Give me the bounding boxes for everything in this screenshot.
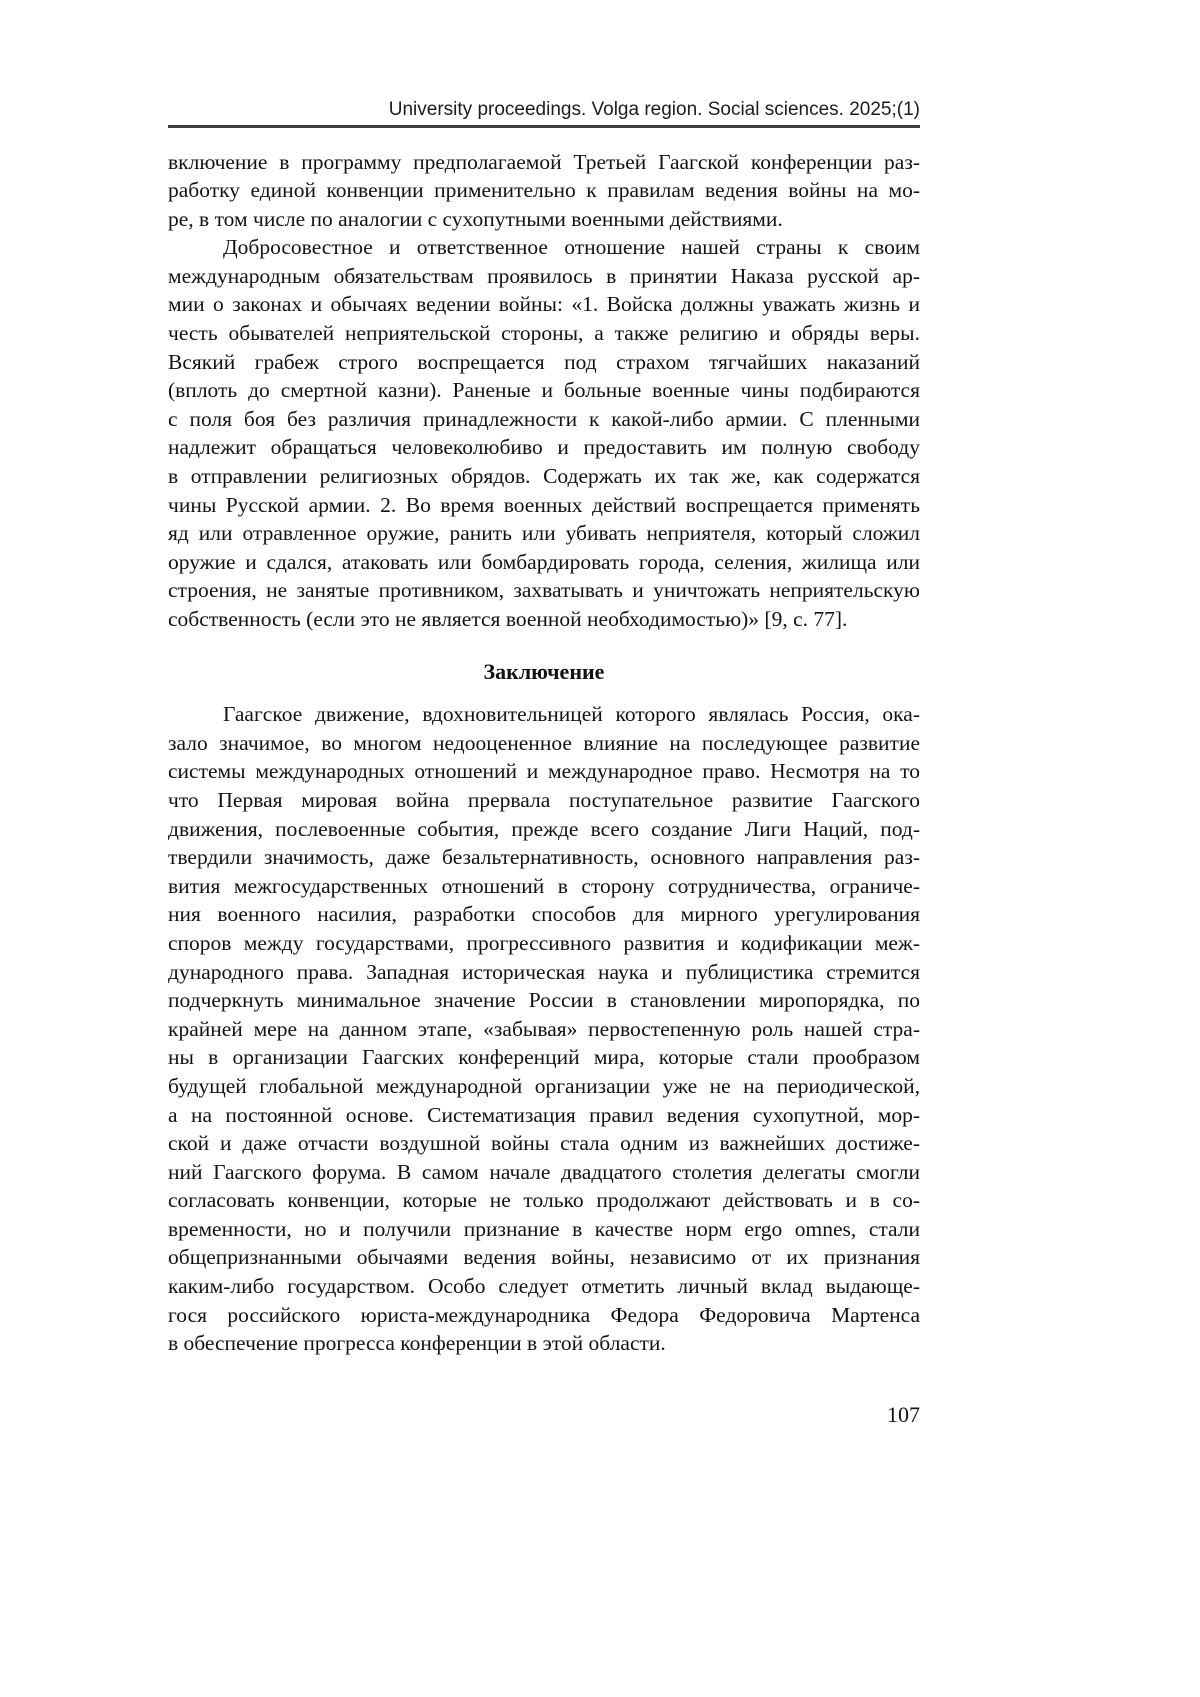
text-line: оружие и сдался, атаковать или бомбардировать города, селения, жилища или (168, 549, 920, 574)
text-line: ре, в том числе по аналогии с сухопутными военными действиями. (168, 206, 783, 231)
paragraph (168, 233, 920, 633)
text-line: работку единой конвенции применительно к правилам ведения войны на мо- (168, 178, 920, 203)
text-line: мии о законах и обычаях ведении войны: «1. Войска должны уважать жизнь и (168, 292, 920, 317)
text-line: международным обязательствам проявилось в принятии Наказа русской ар- (168, 263, 920, 288)
text-line: включение в программу предполагаемой Третьей Гаагской конференции раз- (168, 149, 920, 174)
text-line: яд или отравленное оружие, ранить или убивать неприятеля, который сложил (168, 521, 920, 546)
paragraph-block-conclusion (168, 700, 920, 1358)
paragraph (168, 148, 920, 234)
text-line: с поля боя без различия принадлежности к какой-либо армии. С пленными (168, 406, 920, 431)
header-rule (168, 125, 920, 128)
text-line: временности, но и получили признание в качестве норм ergo omnes, стали (168, 1216, 920, 1241)
text-line: подчеркнуть минимальное значение России в становлении миропорядка, по (168, 988, 920, 1013)
text-line: честь обывателей неприятельской стороны, а также религию и обряды веры. (168, 321, 920, 346)
text-line: будущей глобальной международной организации уже не на периодической, (168, 1073, 920, 1098)
paragraph-block-pre-heading (168, 148, 920, 634)
article-body (168, 148, 920, 1429)
running-header: University proceedings. Volga region. Social sciences. 2025;(1) (388, 99, 920, 120)
text-line: собственность (если это не является военной необходимостью)» [9, с. 77]. (168, 607, 848, 631)
page-number: 107 (887, 1401, 920, 1427)
text-line: споров между государствами, прогрессивного развития и кодификации меж- (168, 930, 920, 955)
text-line: дународного права. Западная историческая наука и публицистика стремится (168, 959, 920, 984)
text-line: Добросовестное и ответственное отношение нашей страны к своим (223, 235, 920, 260)
text-line: чины Русской армии. 2. Во время военных действий воспрещается применять (168, 492, 920, 517)
text-line: системы международных отношений и международное право. Несмотря на то (168, 759, 920, 784)
text-line: в обеспечение прогресса конференции в этой области. (168, 1331, 666, 1356)
text-line: в отправлении религиозных обрядов. Содержать их так же, как содержатся (168, 464, 920, 489)
text-line: общепризнанными обычаями ведения войны, независимо от их признания (168, 1245, 920, 1270)
text-line: ны в организации Гаагских конференций мира, которые стали прообразом (168, 1045, 920, 1070)
text-line: Всякий грабеж строго воспрещается под страхом тягчайших наказаний (168, 349, 920, 374)
text-line: зало значимое, во многом недооцененное влияние на последующее развитие (168, 730, 920, 755)
text-line: (вплоть до смертной казни). Раненые и больные военные чины подбираются (168, 378, 920, 403)
text-line: строения, не занятые противником, захватывать и уничтожать неприятельскую (168, 578, 920, 603)
text-line: а на постоянной основе. Систематизация правил ведения сухопутной, мор- (168, 1102, 920, 1127)
text-line: движения, послевоенные события, прежде всего создание Лиги Наций, под- (168, 816, 920, 841)
text-line: твердили значимость, даже безальтернативность, основного направления раз- (168, 845, 920, 870)
text-line: ния военного насилия, разработки способов для мирного урегулирования (168, 902, 920, 927)
paragraph (168, 700, 920, 1358)
text-line: ской и даже отчасти воздушной войны стала одним из важнейших достиже- (168, 1131, 920, 1156)
section-heading: Заключение (483, 658, 605, 684)
text-line: Гаагское движение, вдохновительницей которого являлась Россия, ока- (223, 702, 920, 727)
text-line: что Первая мировая война прервала поступательное развитие Гаагского (168, 787, 920, 812)
text-line: крайней мере на данном этапе, «забывая» первостепенную роль нашей стра- (168, 1016, 920, 1041)
text-line: каким-либо государством. Особо следует отметить личный вклад выдающе- (168, 1274, 920, 1299)
text-line: надлежит обращаться человеколюбиво и предоставить им полную свободу (168, 435, 920, 460)
text-line: ний Гаагского форума. В самом начале двадцатого столетия делегаты смогли (168, 1159, 920, 1184)
text-line: гося российского юриста-международника Федора Федоровича Мартенса (168, 1302, 920, 1327)
text-line: вития межгосударственных отношений в сторону сотрудничества, ограниче- (168, 873, 920, 898)
page-content (168, 99, 920, 1429)
text-line: согласовать конвенции, которые не только продолжают действовать и в со- (168, 1188, 920, 1213)
